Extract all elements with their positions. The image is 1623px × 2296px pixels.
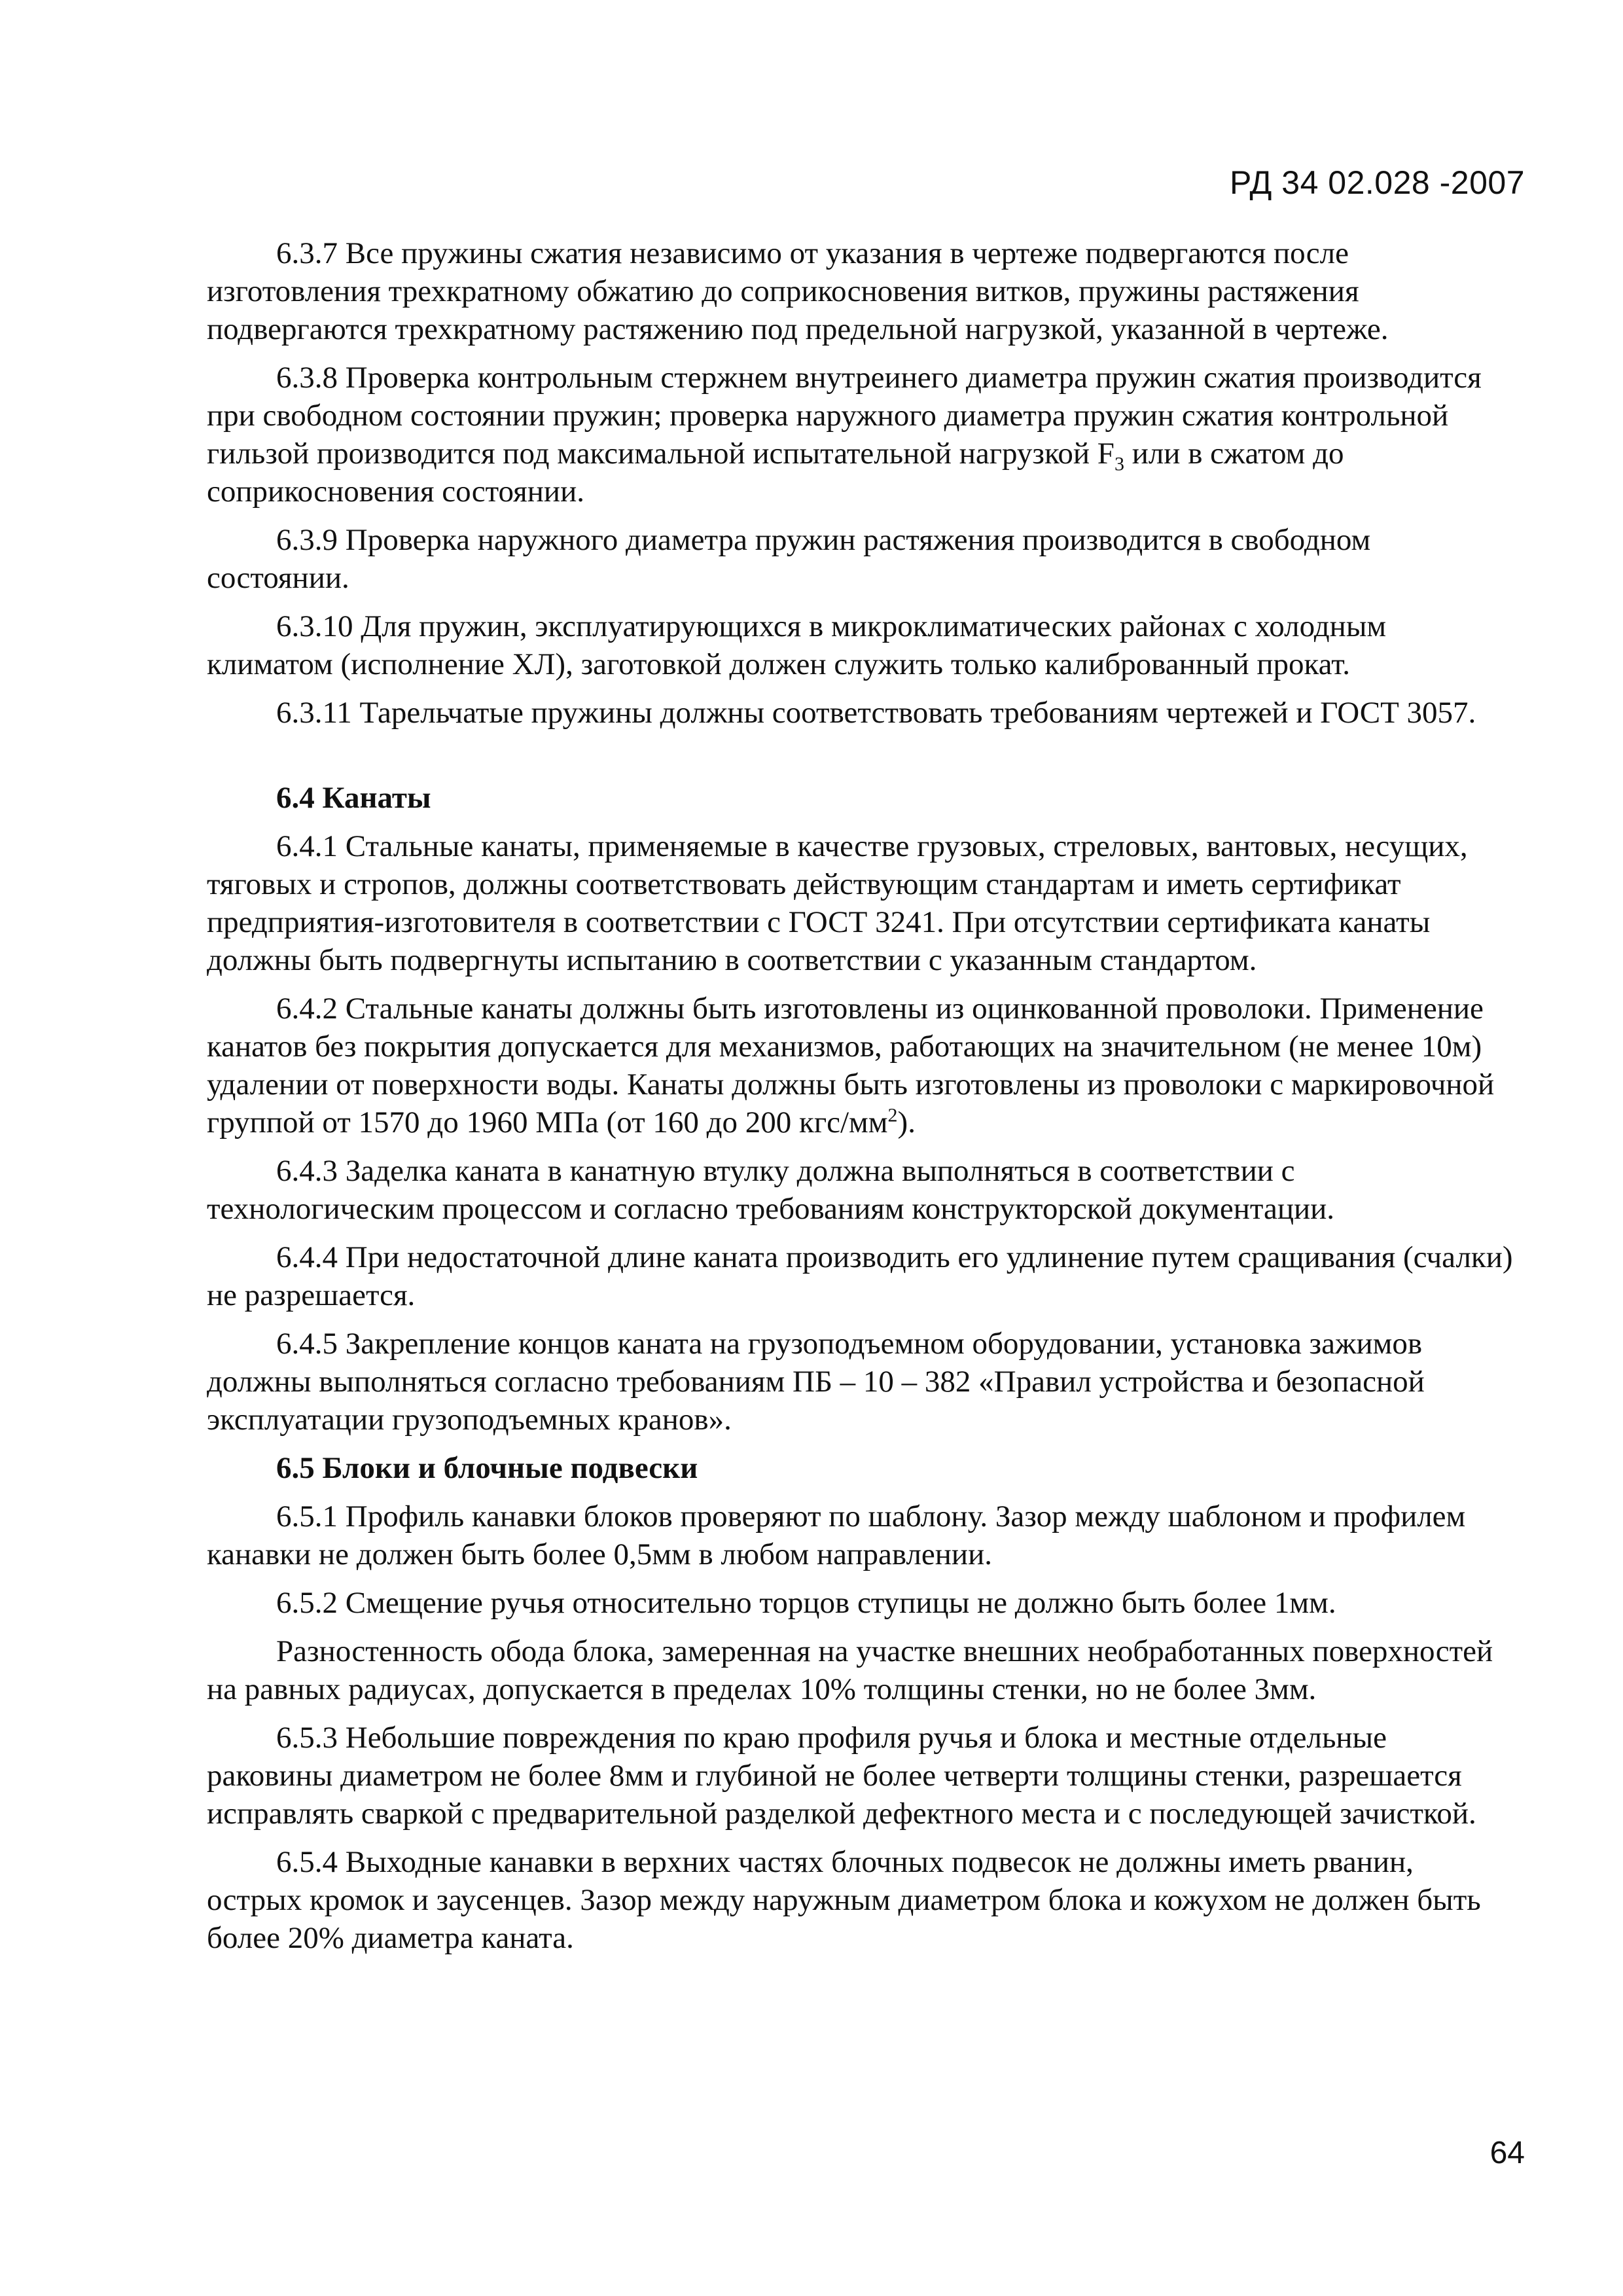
paragraph-6-5-2: 6.5.2 Смещение ручья относительно торцов ступицы не должно быть более 1мм. — [276, 1586, 1336, 1620]
page-content — [207, 234, 1516, 1967]
paragraph-6-3-8 — [207, 359, 1516, 511]
section-heading-6-4: 6.4 Канаты — [276, 781, 431, 815]
paragraph-6-3-9: 6.3.9 Проверка наружного диаметра пружин растяжения производится в свободном состоянии. — [207, 523, 1371, 595]
paragraph-6-5-4: 6.5.4 Выходные канавки в верхних частях блочных подвесок не должны иметь рванин, острых кромок и заусенцев. Зазор между наружным диаметром блока и кожухом не должен быть более 20% диаметра каната. — [207, 1845, 1481, 1955]
paragraph-6-3-7: 6.3.7 Все пружины сжатия независимо от указания в чертеже подвергаются после изготовления трехкратному обжатию до соприкосновения витков, пружины растяжения подвергаются трехкратному растяжению под предельной нагрузкой, указанной в чертеже. — [207, 236, 1389, 346]
paragraph-6-4-2-text: 6.4.2 Стальные канаты должны быть изготовлены из оцинкованной проволоки. Применение канатов без покрытия допускается для механизмов, работающих на значительном (не менее 10м) удалении от поверхности воды. Канаты должны быть изготовлены из проволоки с маркировочной группой от 1570 до 1960 МПа (от 160 до 200 кгс/мм — [207, 992, 1495, 1139]
paragraph-6-4-2-tail: ). — [897, 1105, 916, 1139]
paragraph-6-3-8-tail: или в сжатом до соприкосновения состоянии. — [207, 437, 1344, 509]
paragraph-6-3-11: 6.3.11 Тарельчатые пружины должны соответствовать требованиям чертежей и ГОСТ 3057. — [276, 696, 1476, 730]
superscript-2: 2 — [887, 1104, 898, 1126]
paragraph-6-4-5: 6.4.5 Закрепление концов каната на грузоподъемном оборудовании, установка зажимов должны выполняться согласно требованиям ПБ – 10 – 382 «Правил устройства и безопасной эксплуатации грузоподъемных кранов». — [207, 1327, 1425, 1437]
document-code: РД 34 02.028 -2007 — [1230, 164, 1525, 201]
paragraph-6-3-10: 6.3.10 Для пружин, эксплуатирующихся в микроклиматических районах с холодным климатом (исполнение ХЛ), заготовкой должен служить только калиброванный прокат. — [207, 609, 1387, 681]
paragraph-6-3-8-text: 6.3.8 Проверка контрольным стержнем внутреинего диаметра пружин сжатия производится при свободном состоянии пружин; проверка наружного диаметра пружин сжатия контрольной гильзой производится под максимальной испытательной нагрузкой F — [207, 361, 1482, 471]
paragraph-6-5-3: 6.5.3 Небольшие повреждения по краю профиля ручья и блока и местные отдельные раковины диаметром не более 8мм и глубиной не более четверти толщины стенки, разрешается исправлять сваркой с предварительной разделкой дефектного места и с последующей зачисткой. — [207, 1721, 1476, 1831]
paragraph-6-4-3: 6.4.3 Заделка каната в канатную втулку должна выполняться в соответствии с технологическим процессом и согласно требованиям конструкторской документации. — [207, 1154, 1335, 1226]
subscript-f3: 3 — [1114, 453, 1124, 475]
paragraph-6-4-4: 6.4.4 При недостаточной длине каната производить его удлинение путем сращивания (счалки) не разрешается. — [207, 1240, 1513, 1312]
paragraph-6-5-1: 6.5.1 Профиль канавки блоков проверяют по шаблону. Зазор между шаблоном и профилем канавки не должен быть более 0,5мм в любом направлении. — [207, 1499, 1466, 1571]
page-number: 64 — [1489, 2136, 1525, 2170]
section-heading-6-5: 6.5 Блоки и блочные подвески — [276, 1451, 698, 1485]
paragraph-6-4-1: 6.4.1 Стальные канаты, применяемые в качестве грузовых, стреловых, вантовых, несущих, тяговых и стропов, должны соответствовать действующим стандартам и иметь сертификат предприятия-изготовителя в соответствии с ГОСТ 3241. При отсутствии сертификата канаты должны быть подвергнуты испытанию в соответствии с указанным стандартом. — [207, 829, 1468, 977]
paragraph-6-4-2 — [207, 990, 1516, 1141]
paragraph-rim-thickness: Разностенность обода блока, замеренная на участке внешних необработанных поверхностей на равных радиусах, допускается в пределах 10% толщины стенки, но не более 3мм. — [207, 1634, 1493, 1706]
